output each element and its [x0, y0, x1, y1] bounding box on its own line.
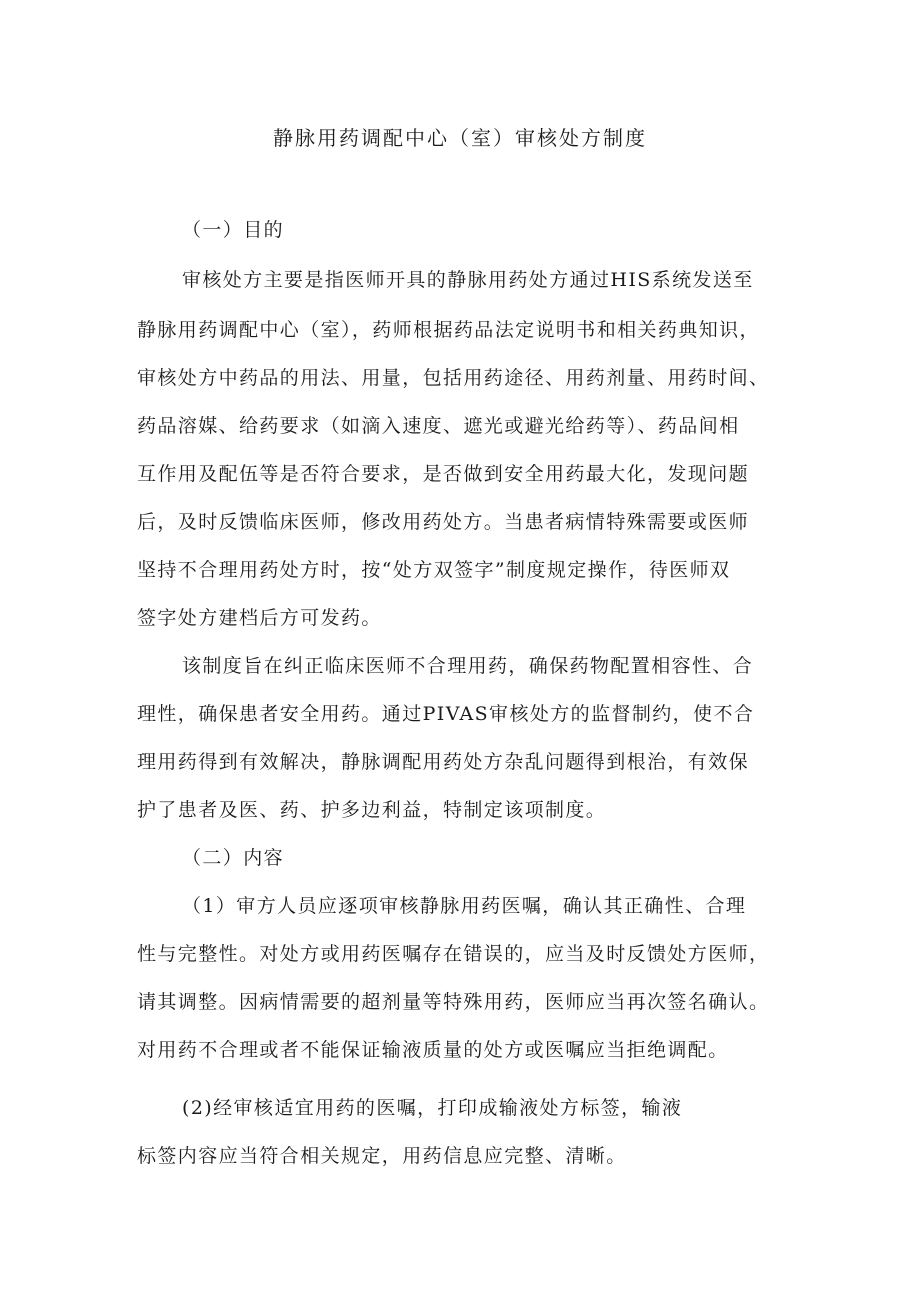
paragraph-line: 药品溶媒、给药要求（如滴入速度、遮光或避光给药等）、药品间相 — [137, 415, 740, 437]
section-heading-purpose: （一）目的 — [182, 219, 285, 241]
paragraph-line: 对用药不合理或者不能保证输液质量的处方或医嘱应当拒绝调配。 — [137, 1039, 729, 1061]
paragraph-line: 静脉用药调配中心（室），药师根据药品法定说明书和相关药典知识， — [137, 319, 760, 341]
paragraph-line: 该制度旨在纠正临床医师不合理用药，确保药物配置相容性、合 — [182, 655, 754, 677]
paragraph-line: 审核处方主要是指医师开具的静脉用药处方通过HIS系统发送至 — [182, 269, 754, 291]
paragraph-line: 后，及时反馈临床医师，修改用药处方。当患者病情特殊需要或医师 — [137, 511, 750, 533]
paragraph-line: (2)经审核适宜用药的医嘱，打印成输液处方标签，输液 — [182, 1097, 683, 1119]
paragraph-line: 护了患者及医、药、护多边利益，特制定该项制度。 — [137, 799, 607, 821]
paragraph-line: （1）审方人员应逐项审核静脉用药医嘱，确认其正确性、合理 — [182, 895, 747, 917]
paragraph-line: 标签内容应当符合相关规定，用药信息应完整、清晰。 — [137, 1145, 627, 1167]
paragraph-line: 理用药得到有效解决，静脉调配用药处方杂乱问题得到根治，有效保 — [137, 751, 750, 773]
paragraph-line: 审核处方中药品的用法、用量，包括用药途径、用药剂量、用药时间、 — [137, 367, 770, 389]
document-title: 静脉用药调配中心（室）审核处方制度 — [273, 126, 647, 150]
paragraph-line: 互作用及配伍等是否符合要求，是否做到安全用药最大化，发现问题 — [137, 463, 750, 485]
paragraph-line: 性与完整性。对处方或用药医嘱存在错误的，应当及时反馈处方医师， — [137, 943, 770, 965]
paragraph-line: 签字处方建档后方可发药。 — [137, 607, 382, 629]
paragraph-line: 坚持不合理用药处方时，按“处方双签字”制度规定操作，待医师双 — [137, 559, 731, 581]
section-heading-content: （二）内容 — [182, 847, 285, 869]
paragraph-line: 理性，确保患者安全用药。通过PIVAS审核处方的监督制约，使不合 — [137, 703, 755, 725]
paragraph-line: 请其调整。因病情需要的超剂量等特殊用药，医师应当再次签名确认。 — [137, 991, 770, 1013]
